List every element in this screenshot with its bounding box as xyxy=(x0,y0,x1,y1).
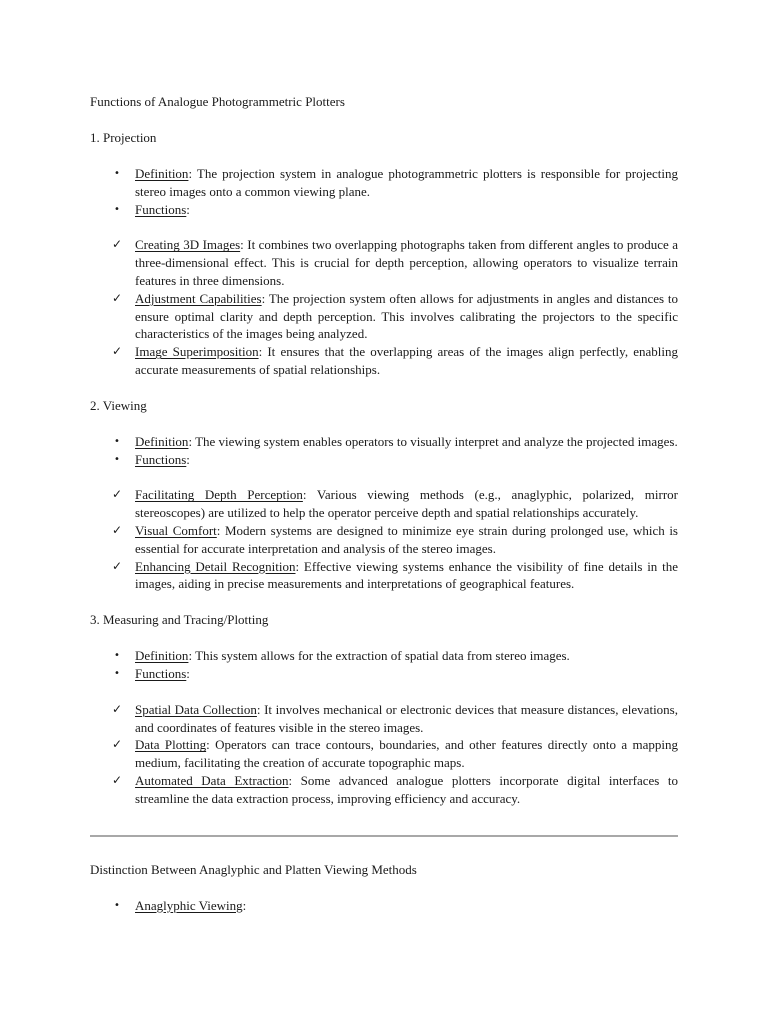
functions-label: Functions xyxy=(135,665,187,681)
definition-text: : The viewing system enables operators to visually interpret and analyze the projected images. xyxy=(188,433,678,449)
functions-suffix: : xyxy=(186,451,190,467)
function-term: Creating 3D Images xyxy=(135,237,241,253)
function-text: : Various viewing methods (e.g., anaglyphic, polarized, mirror stereoscopes) are utilized to help the operator perceive depth and spatial relationships accurately. xyxy=(135,487,678,521)
bullet-icon: • xyxy=(114,203,120,215)
check-icon: ✓ xyxy=(112,290,123,305)
function-text: : It combines two overlapping photographs taken from different angles to produce a three-dimensional effect. This is crucial for depth perception, allowing operators to visualize terrain features in three dimensions. xyxy=(135,237,678,288)
document-content xyxy=(90,93,678,914)
bullet-icon: • xyxy=(114,899,120,911)
definition-text: : This system allows for the extraction of spatial data from stereo images. xyxy=(188,648,570,664)
function-text: : Modern systems are designed to minimize eye strain during prolonged use, which is essential for accurate interpretation and analysis of the stereo images. xyxy=(135,522,678,556)
function-term: Visual Comfort xyxy=(135,522,217,538)
distinction-bullets xyxy=(90,897,678,915)
function-term: Automated Data Extraction xyxy=(135,772,289,788)
function-term: Enhancing Detail Recognition xyxy=(135,558,296,574)
definition-item xyxy=(90,647,678,665)
section-viewing-bullets xyxy=(90,433,678,469)
section-heading-projection: 1. Projection xyxy=(90,130,157,145)
bullet-icon: • xyxy=(114,650,120,662)
functions-suffix: : xyxy=(186,201,190,217)
section-projection-functions xyxy=(90,236,678,378)
function-term: Spatial Data Collection xyxy=(135,701,257,717)
section-measuring-functions xyxy=(90,701,678,808)
function-text: : Some advanced analogue plotters incorporate digital interfaces to streamline the data extraction process, improving efficiency and accuracy. xyxy=(135,772,679,806)
functions-label: Functions xyxy=(135,201,187,217)
function-term: Adjustment Capabilities xyxy=(135,290,262,306)
bullet-icon: • xyxy=(114,435,120,447)
function-item xyxy=(90,736,678,772)
function-item xyxy=(90,522,678,558)
function-item xyxy=(90,486,678,522)
distinction-heading: Distinction Between Anaglyphic and Platten Viewing Methods xyxy=(90,861,417,877)
check-icon: ✓ xyxy=(112,487,123,502)
horizontal-divider xyxy=(90,835,678,837)
function-text: : It ensures that the overlapping areas of the images align perfectly, enabling accurate measurements of spatial relationships. xyxy=(135,344,678,377)
definition-text: : The projection system in analogue photogrammetric plotters is responsible for projecting stereo images onto a common viewing plane. xyxy=(135,166,678,199)
check-icon: ✓ xyxy=(112,522,123,537)
function-item xyxy=(90,343,678,379)
function-text: : Operators can trace contours, boundaries, and other features directly onto a mapping medium, facilitating the creation of accurate topographic maps. xyxy=(135,737,679,771)
anaglyphic-item xyxy=(90,897,678,915)
section-projection-bullets xyxy=(90,165,678,218)
definition-label: Definition xyxy=(135,648,189,664)
function-text: : It involves mechanical or electronic devices that measure distances, elevations, and coordinates of features visible in the stereo images. xyxy=(135,701,678,735)
functions-item xyxy=(90,451,678,469)
bullet-icon: • xyxy=(114,168,120,179)
document-title: Functions of Analogue Photogrammetric Plotters xyxy=(90,94,345,109)
section-heading-measuring: 3. Measuring and Tracing/Plotting xyxy=(90,612,269,628)
anaglyphic-label: Anaglyphic Viewing xyxy=(135,897,243,913)
function-item xyxy=(90,290,678,343)
functions-item xyxy=(90,201,678,219)
section-viewing-functions xyxy=(90,486,678,593)
function-term: Facilitating Depth Perception xyxy=(135,487,303,503)
function-term: Image Superimposition xyxy=(135,344,259,360)
definition-item xyxy=(90,165,678,201)
function-term: Data Plotting xyxy=(135,737,207,753)
functions-item xyxy=(90,665,678,683)
definition-item xyxy=(90,433,678,451)
anaglyphic-suffix: : xyxy=(242,897,247,913)
bullet-icon: • xyxy=(114,453,120,465)
function-item xyxy=(90,236,678,289)
check-icon: ✓ xyxy=(112,701,123,716)
function-item xyxy=(90,772,678,808)
functions-suffix: : xyxy=(186,665,190,681)
function-text: : Effective viewing systems enhance the visibility of fine details in the images, aiding in precise measurements and interpretations of geographical features. xyxy=(135,558,678,592)
function-text: : The projection system often allows for adjustments in angles and distances to ensure optimal clarity and depth perception. This involves calibrating the projectors to the specific characteristics of the images being analyzed. xyxy=(135,290,678,342)
check-icon: ✓ xyxy=(112,237,123,252)
definition-label: Definition xyxy=(135,166,189,181)
functions-label: Functions xyxy=(135,451,187,467)
check-icon: ✓ xyxy=(112,772,123,787)
section-heading-viewing: 2. Viewing xyxy=(90,397,147,413)
function-item xyxy=(90,558,678,594)
bullet-icon: • xyxy=(114,667,120,679)
definition-label: Definition xyxy=(135,433,189,449)
check-icon: ✓ xyxy=(112,558,123,573)
function-item xyxy=(90,701,678,737)
section-measuring-bullets xyxy=(90,647,678,683)
check-icon: ✓ xyxy=(112,737,123,752)
check-icon: ✓ xyxy=(112,344,123,359)
